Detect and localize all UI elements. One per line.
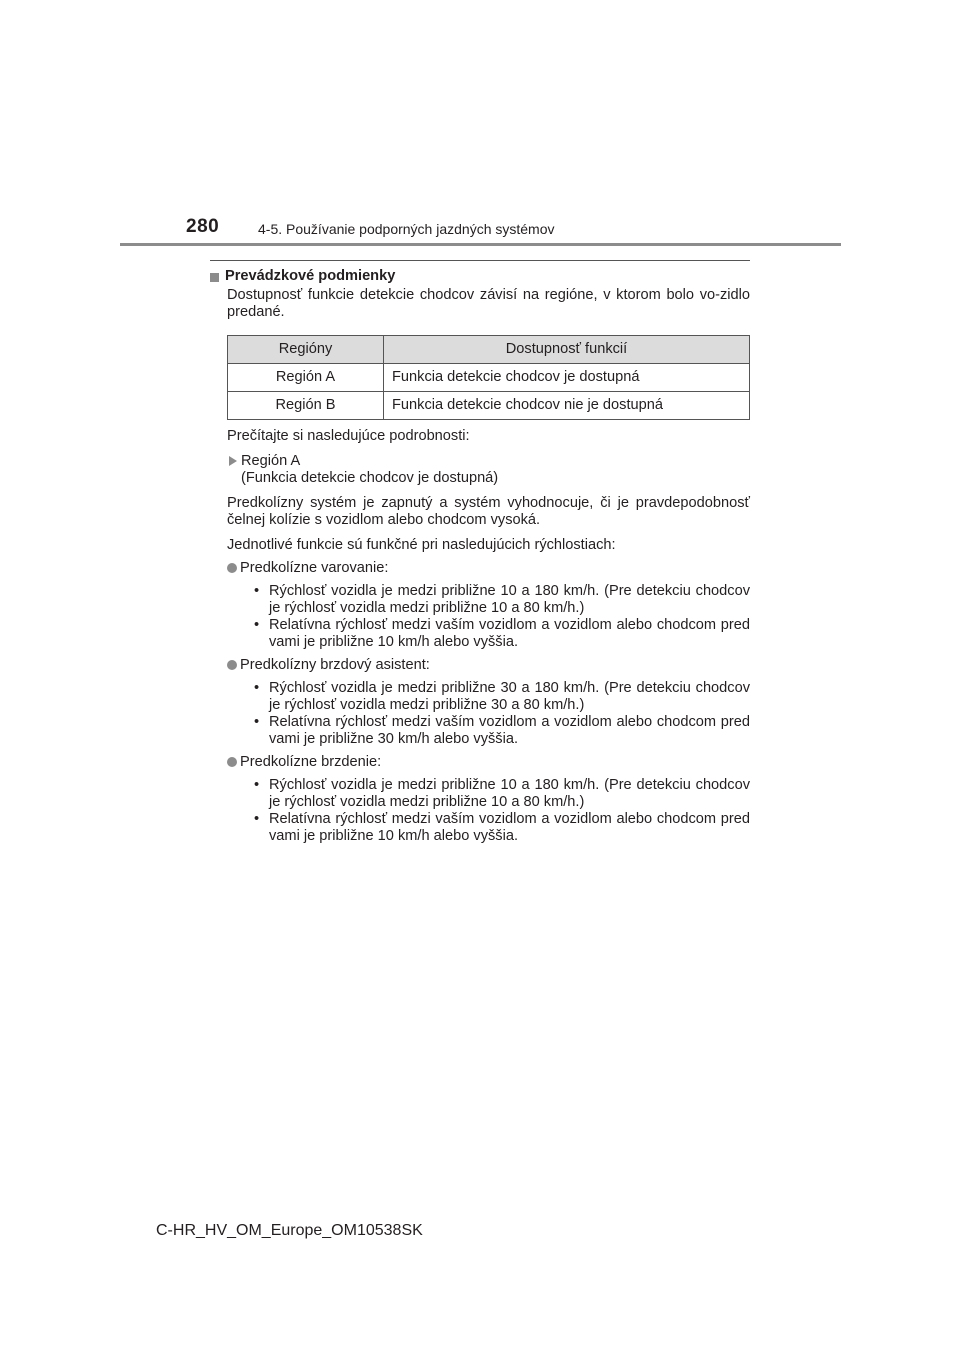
condition-text: Rýchlosť vozidla je medzi približne 30 a 180 km/h. (Pre detekciu chodcov je rýchlosť vozidla medzi približne 30 a 80 km/h.): [269, 680, 750, 713]
function-item: [227, 754, 750, 845]
bullet-mark: •: [253, 714, 260, 730]
section-heading: [210, 268, 750, 285]
system-description: Predkolízny systém je zapnutý a systém vyhodnocuje, či je pravdepodobnosť čelnej kolízie s vozidlom alebo chodcom vysoká.: [227, 495, 750, 528]
speeds-intro: Jednotlivé funkcie sú funkčné pri nasledujúcich rýchlostiach:: [227, 537, 616, 553]
page-number: 280: [186, 216, 220, 237]
circle-bullet-icon: [227, 660, 237, 670]
read-more-text: Prečítajte si nasledujúce podrobnosti:: [227, 428, 470, 444]
condition-list: [227, 583, 750, 651]
function-name: Predkolízne brzdenie:: [240, 754, 382, 770]
condition-text: Relatívna rýchlosť medzi vaším vozidlom a vozidlom alebo chodcom pred vami je približne 10 km/h alebo vyššia.: [269, 617, 750, 650]
section-intro: Dostupnosť funkcie detekcie chodcov závisí na regióne, v ktorom bolo vo-zidlo predané.: [227, 287, 750, 320]
function-item: [227, 560, 750, 651]
list-item: [244, 680, 750, 714]
table-header-cell: Dostupnosť funkcií: [384, 336, 750, 364]
page-content: [210, 260, 750, 845]
circle-bullet-icon: [227, 757, 237, 767]
table-cell: Funkcia detekcie chodcov je dostupná: [384, 364, 750, 392]
condition-text: Relatívna rýchlosť medzi vaším vozidlom a vozidlom alebo chodcom pred vami je približne 30 km/h alebo vyššia.: [269, 714, 750, 747]
table-header-cell: Regióny: [228, 336, 384, 364]
bullet-mark: •: [253, 617, 260, 633]
regions-table: [227, 335, 750, 420]
list-item: [244, 777, 750, 811]
condition-list: [227, 777, 750, 845]
bullet-mark: •: [253, 583, 260, 599]
table-cell: Región B: [228, 392, 384, 420]
circle-bullet-icon: [227, 563, 237, 573]
function-item: [227, 657, 750, 748]
table-cell: Región A: [228, 364, 384, 392]
square-bullet-icon: [210, 273, 219, 282]
list-item: [244, 811, 750, 845]
region-item: [227, 453, 750, 487]
condition-text: Relatívna rýchlosť medzi vaším vozidlom a vozidlom alebo chodcom pred vami je približne 10 km/h alebo vyššia.: [269, 811, 750, 844]
section-rule: [210, 260, 750, 261]
table-cell: Funkcia detekcie chodcov nie je dostupná: [384, 392, 750, 420]
condition-text: Rýchlosť vozidla je medzi približne 10 a 180 km/h. (Pre detekciu chodcov je rýchlosť vozidla medzi približne 10 a 80 km/h.): [269, 777, 750, 810]
footer-doc-id: C-HR_HV_OM_Europe_OM10538SK: [156, 1222, 423, 1239]
table-row: [228, 392, 750, 420]
bullet-mark: •: [253, 811, 260, 827]
table-header-row: [228, 336, 750, 364]
function-list: [210, 560, 750, 845]
bullet-mark: •: [253, 680, 260, 696]
chapter-title: 4-5. Používanie podporných jazdných systémov: [258, 221, 555, 237]
section-heading-text: Prevádzkové podmienky: [225, 268, 396, 284]
list-item: [244, 617, 750, 651]
function-name: Predkolízny brzdový asistent:: [240, 657, 430, 673]
region-item-subtitle: (Funkcia detekcie chodcov je dostupná): [241, 470, 499, 486]
table-row: [228, 364, 750, 392]
condition-text: Rýchlosť vozidla je medzi približne 10 a 180 km/h. (Pre detekciu chodcov je rýchlosť vozidla medzi približne 10 a 80 km/h.): [269, 583, 750, 616]
region-item-title: Región A: [241, 453, 301, 469]
list-item: [244, 714, 750, 748]
bullet-mark: •: [253, 777, 260, 793]
function-name: Predkolízne varovanie:: [240, 560, 389, 576]
list-item: [244, 583, 750, 617]
condition-list: [227, 680, 750, 748]
header-rule: [120, 243, 841, 246]
triangle-arrow-icon: [229, 456, 237, 466]
